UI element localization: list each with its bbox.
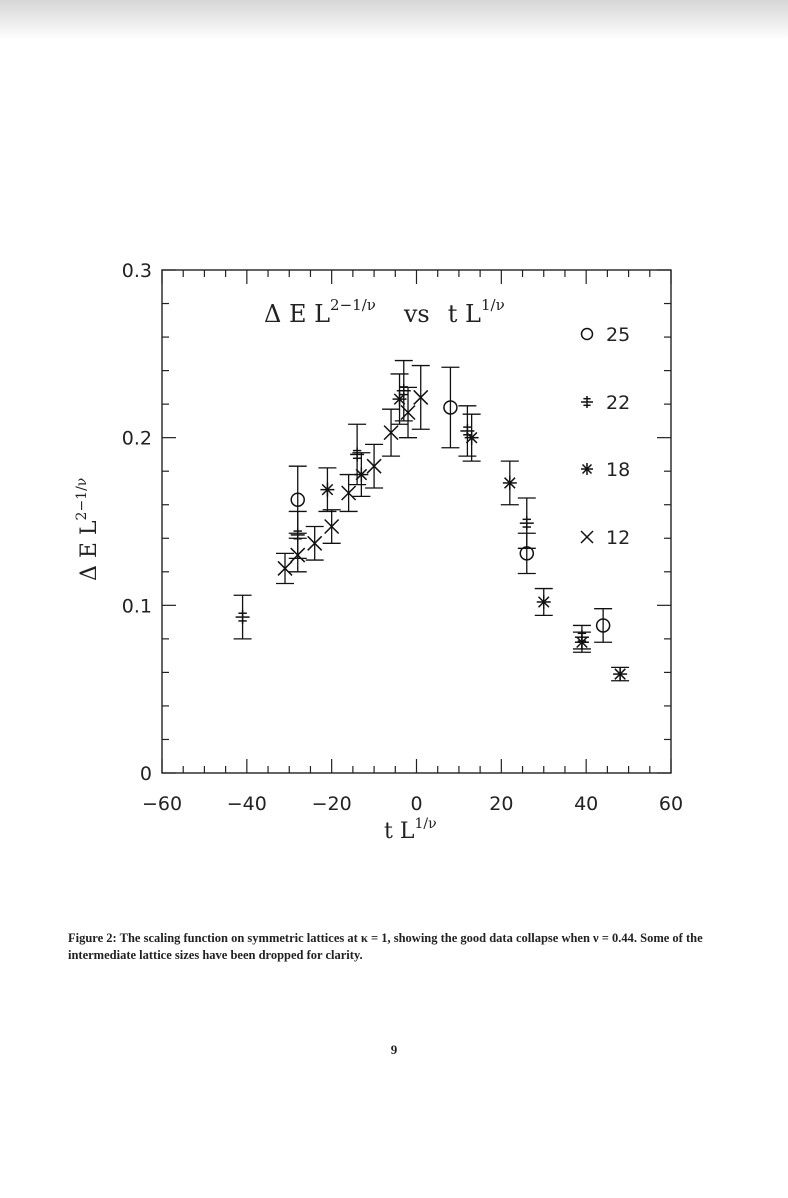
x-tick-label: 0: [410, 793, 423, 815]
legend-label: 12: [606, 527, 631, 549]
data-point-series-25: [594, 609, 612, 643]
figure-caption: Figure 2: The scaling function on symmetric lattices at κ = 1, showing the good data collapse when ν = 0.44. Some of the intermediate lattice sizes have been dropped for clarity.: [68, 931, 703, 962]
y-tick-label: 0.1: [121, 595, 152, 618]
data-point-series-12: [382, 409, 400, 456]
data-point-series-12: [306, 527, 324, 561]
data-point-series-22: [458, 406, 476, 456]
legend-label: 25: [606, 324, 631, 346]
x-tick-label: 60: [658, 793, 684, 815]
axis-tick-labels: [122, 260, 683, 815]
data-point-series-22: [518, 498, 536, 548]
page-number: 9: [390, 1042, 398, 1057]
x-tick-label: 40: [574, 793, 599, 815]
legend-item-12: [581, 527, 630, 549]
plot-frame: [162, 270, 671, 773]
legend: [581, 324, 630, 549]
axis-ticks: [162, 270, 671, 773]
x-tick-label: −40: [226, 793, 267, 815]
data-point-series-22: [395, 361, 413, 421]
data-point-series-18: [501, 461, 519, 505]
x-tick-label: −20: [311, 793, 352, 815]
y-axis-title: Δ E $L^{2-1/\nu}$: [74, 477, 102, 581]
data-point-series-18: [391, 374, 409, 424]
data-point-series-22: [234, 595, 252, 639]
y-tick-label: 0.3: [121, 260, 152, 282]
x-axis-title: t $L^{1/\nu}$: [384, 816, 437, 844]
legend-label: 18: [606, 459, 631, 481]
data-point-series-18: [318, 468, 336, 512]
data-point-series-12: [323, 510, 341, 544]
x-tick-label: −60: [141, 793, 183, 815]
data-points: [234, 361, 630, 682]
legend-item-25: [582, 324, 631, 346]
legend-item-22: [581, 392, 630, 414]
data-point-series-12: [365, 444, 383, 488]
data-point-series-18: [463, 414, 481, 461]
data-point-series-12: [340, 475, 358, 512]
legend-label: 22: [606, 392, 631, 414]
x-tick-label: 20: [489, 793, 514, 815]
data-point-series-18: [611, 667, 629, 681]
data-point-series-18: [535, 589, 553, 616]
legend-item-18: [581, 459, 630, 481]
y-tick-label: 0.2: [121, 427, 152, 450]
plot-title: Δ E $L^{2-1/\nu}$ vs t $L^{1/\nu}$: [264, 296, 505, 328]
data-point-series-25: [441, 367, 459, 447]
data-point-series-12: [289, 538, 307, 572]
y-tick-label: 0: [139, 763, 152, 785]
